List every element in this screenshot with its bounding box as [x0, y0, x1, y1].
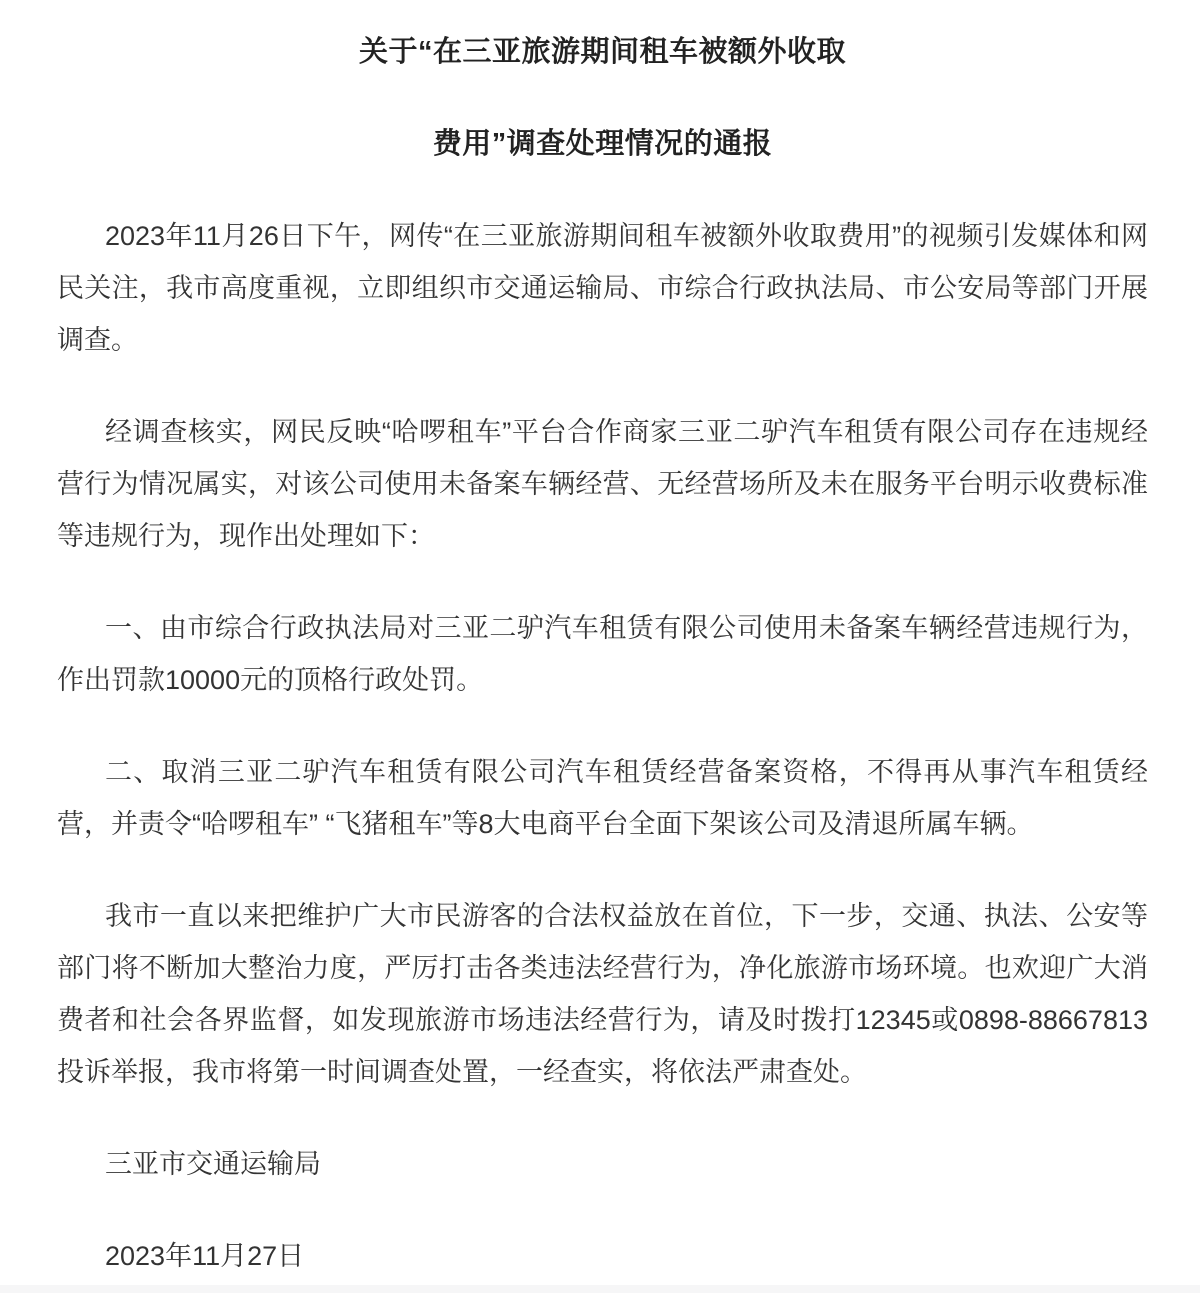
paragraph-intro: 2023年11月26日下午，网传“在三亚旅游期间租车被额外收取费用”的视频引发媒体和网民关注，我市高度重视，立即组织市交通运输局、市综合行政执法局、市公安局等部门开展调查。 — [57, 221, 1148, 355]
paragraph-investigation-findings: 经调查核实，网民反映“哈啰租车”平台合作商家三亚二驴汽车租赁有限公司存在违规经营行为情况属实，对该公司使用未备案车辆经营、无经营场所及未在服务平台明示收费标准等违规行为，现作出处理如下： — [57, 417, 1148, 551]
document-title-line-1: 关于“在三亚旅游期间租车被额外收取 — [358, 36, 846, 68]
signature-agency: 三亚市交通运输局 — [105, 1149, 321, 1179]
paragraph-penalty-item-2: 二、取消三亚二驴汽车租赁有限公司汽车租赁经营备案资格，不得再从事汽车租赁经营，并责令“哈啰租车” “飞猪租车”等8大电商平台全面下架该公司及清退所属车辆。 — [57, 757, 1148, 839]
paragraph-penalty-item-1: 一、由市综合行政执法局对三亚二驴汽车租赁有限公司使用未备案车辆经营违规行为，作出罚款10000元的顶格行政处罚。 — [57, 613, 1148, 695]
document-title-line-2: 费用”调查处理情况的通报 — [432, 128, 773, 160]
paragraph-closing-statement: 我市一直以来把维护广大市民游客的合法权益放在首位，下一步，交通、执法、公安等部门将不断加大整治力度，严厉打击各类违法经营行为，净化旅游市场环境。也欢迎广大消费者和社会各界监督，如发现旅游市场违法经营行为，请及时拨打12345或0898-88667813投诉举报，我市将第一时间调查处置，一经查实，将依法严肃查处。 — [57, 901, 1148, 1087]
bottom-edge-strip — [0, 1285, 1200, 1293]
signature-date: 2023年11月27日 — [105, 1241, 305, 1271]
